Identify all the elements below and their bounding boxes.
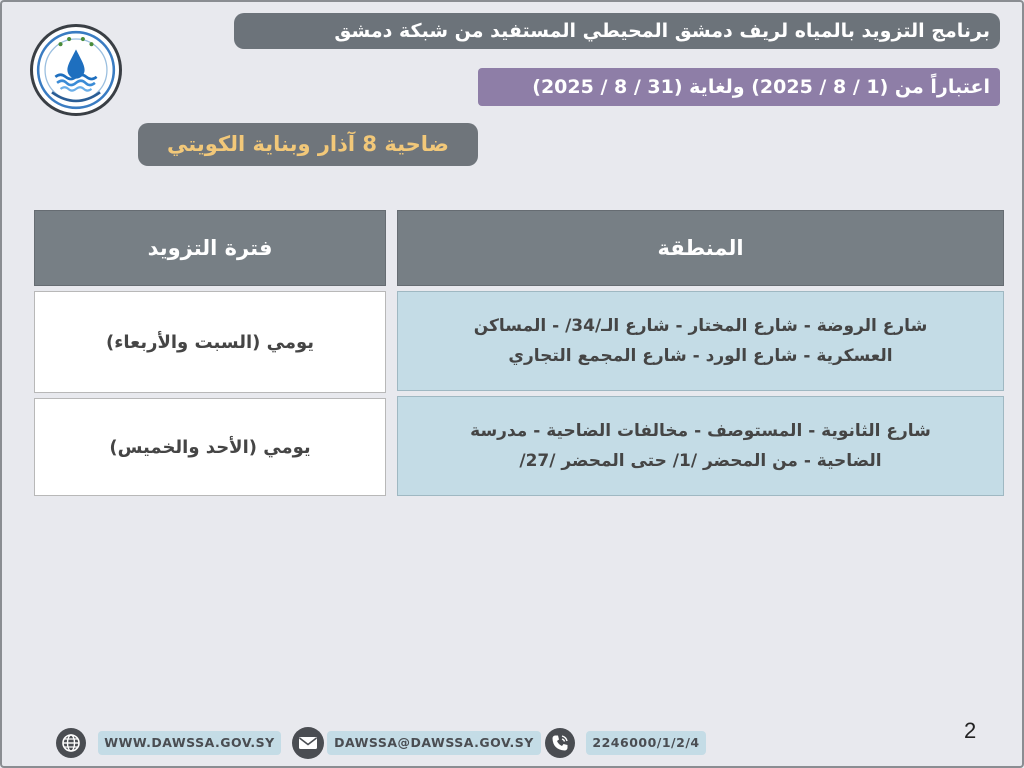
website-link[interactable]: WWW.DAWSSA.GOV.SY [98,731,281,755]
table-row-1-zone [397,291,1004,391]
zone-column-header: المنطقة [397,210,1004,286]
phone-number: 2246000/1/2/4 [586,731,706,755]
organization-logo [30,24,122,116]
globe-icon [56,728,86,758]
table-row-2-zone [397,396,1004,496]
table-row-2-period: يومي (الأحد والخميس) [34,398,386,496]
program-title: برنامج التزويد بالمياه لريف دمشق المحيطي المستفيد من شبكة دمشق [234,13,1000,49]
zone-line: شارع الثانوية - المستوصف - مخالفات الضاحية - مدرسة [470,421,931,441]
area-name-badge: ضاحية 8 آذار وبناية الكويتي [138,123,478,166]
email-link[interactable]: DAWSSA@DAWSSA.GOV.SY [327,731,541,755]
period-column-header: فترة التزويد [34,210,386,286]
water-drop-logo-icon [33,27,119,113]
table-row-1-period: يومي (السبت والأربعاء) [34,291,386,393]
page-number: 2 [964,718,977,743]
envelope-icon [292,727,324,759]
date-range-banner: اعتباراً من (1 / 8 / 2025) ولغاية (31 / 8 / 2025) [478,68,1000,106]
zone-line: شارع الروضة - شارع المختار - شارع الـ/34/ - المساكن [473,316,928,336]
zone-line: العسكرية - شارع الورد - شارع المجمع التجاري [508,346,893,366]
zone-line: الضاحية - من المحضر /1/ حتى المحضر /27/ [519,451,882,471]
phone-icon [545,728,575,758]
